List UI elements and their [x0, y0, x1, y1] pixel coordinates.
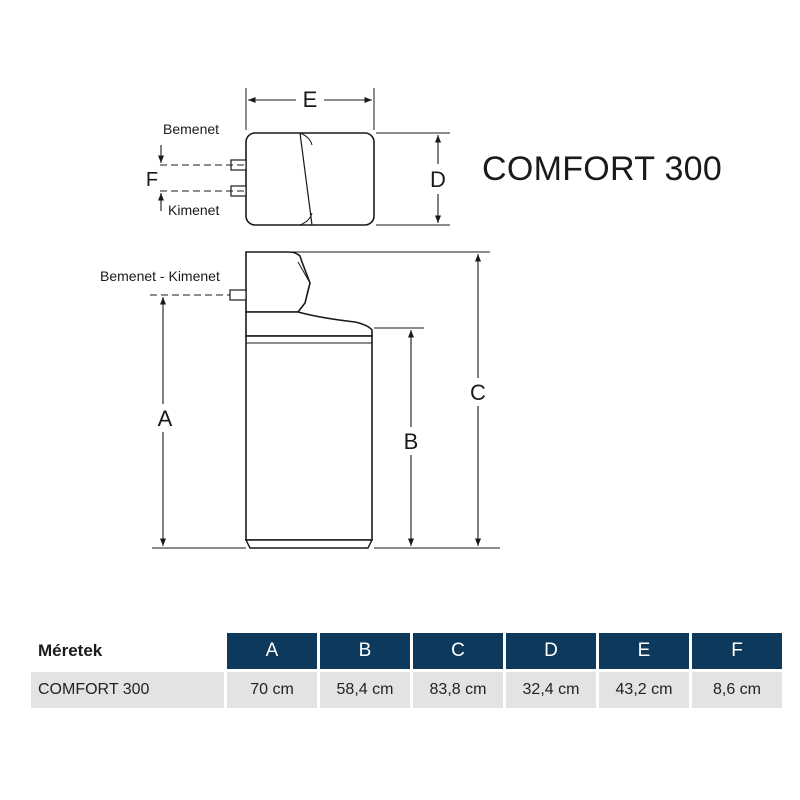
column-header-e: E: [599, 633, 689, 669]
column-header-d: D: [506, 633, 596, 669]
value-b: 58,4 cm: [320, 672, 410, 708]
column-header-c: C: [413, 633, 503, 669]
side-port: [230, 290, 246, 300]
value-a: 70 cm: [227, 672, 317, 708]
value-f: 8,6 cm: [692, 672, 782, 708]
dimension-b: [374, 328, 500, 548]
cabinet-body: [246, 336, 372, 540]
label-outlet: Kimenet: [168, 202, 220, 218]
table-header-label: Méretek: [31, 633, 224, 669]
table-row: [31, 672, 782, 708]
column-header-a: A: [227, 633, 317, 669]
table-header-row: [31, 633, 782, 669]
label-d: D: [430, 167, 446, 192]
label-f: F: [145, 169, 159, 191]
label-b: B: [403, 429, 419, 454]
dimensions-table: [28, 630, 785, 711]
label-a: A: [157, 406, 173, 431]
model-title: COMFORT 300: [482, 150, 723, 188]
cabinet-base: [246, 540, 372, 548]
column-header-b: B: [320, 633, 410, 669]
valve-head: [246, 252, 310, 312]
label-e: E: [302, 87, 318, 112]
label-inlet: Bemenet: [163, 121, 220, 137]
row-label: COMFORT 300: [31, 672, 224, 708]
cabinet-lid: [246, 312, 372, 336]
value-c: 83,8 cm: [413, 672, 503, 708]
label-inlet-outlet: Bemenet - Kimenet: [100, 268, 220, 284]
column-header-f: F: [692, 633, 782, 669]
label-c: C: [470, 380, 486, 405]
value-d: 32,4 cm: [506, 672, 596, 708]
side-view: [150, 252, 372, 548]
value-e: 43,2 cm: [599, 672, 689, 708]
